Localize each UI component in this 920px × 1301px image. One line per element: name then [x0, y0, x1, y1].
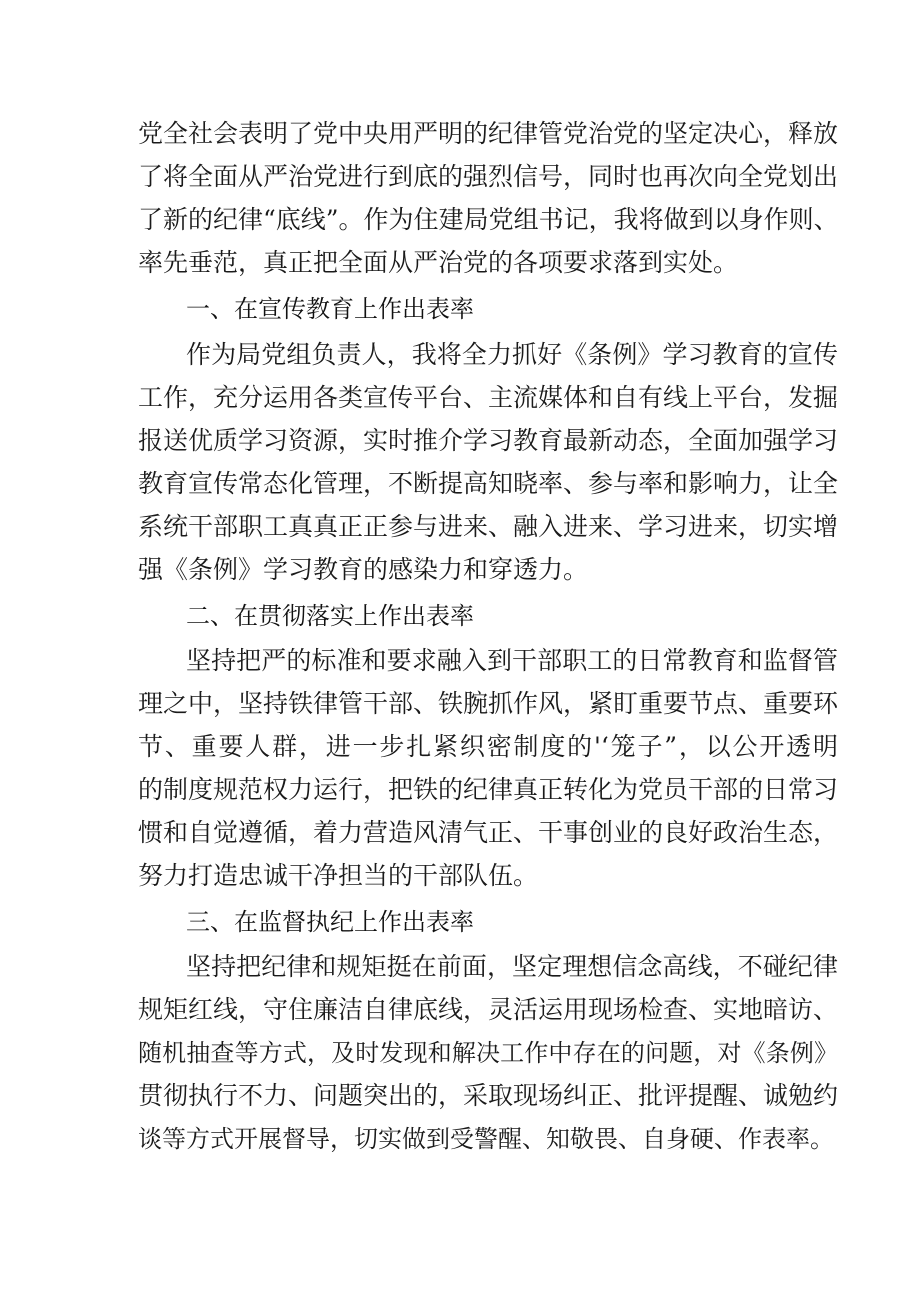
intro-line-1: 党全社会表明了党中央用严明的纪律管党治党的坚定决心，释放	[138, 119, 839, 148]
section-2-line-6: 努力打造忠诚干净担当的干部队伍。	[138, 861, 539, 890]
intro-line-4: 率先垂范，真正把全面从严治党的各项要求落到实处。	[138, 248, 739, 277]
section-1-line-2: 工作，充分运用各类宣传平台、主流媒体和自有线上平台，发掘	[138, 383, 839, 412]
section-3-line-5: 谈等方式开展督导，切实做到受警醒、知敬畏、自身硬、作表率。	[138, 1125, 834, 1153]
section-1-heading: 一、在宣传教育上作出表率	[186, 295, 474, 323]
section-3-line-1: 坚持把纪律和规矩挺在前面，坚定理想信念高线，不碰纪律	[186, 952, 838, 981]
section-2-line-2: 理之中，坚持铁律管干部、铁腕抓作风，紧盯重要节点、重要环	[138, 689, 839, 718]
section-2-line-3: 节、重要人群，进一步扎紧织密制度的'‘笼子”，以公开透明	[138, 732, 838, 761]
intro-line-3: 了新的纪律“底线”。作为住建局党组书记，我将做到以身作则、	[138, 205, 839, 234]
section-2-heading: 二、在贯彻落实上作出表率	[186, 602, 474, 630]
section-2-line-5: 惯和自觉遵循，着力营造风清气正、干事创业的良好政治生态，	[138, 818, 839, 847]
section-1-line-3: 报送优质学习资源，实时推介学习教育最新动态，全面加强学习	[138, 426, 839, 455]
section-3-line-2: 规矩红线，守住廉洁自律底线，灵活运用现场检查、实地暗访、	[138, 995, 839, 1024]
section-1-line-4: 教育宣传常态化管理，不断提高知晓率、参与率和影响力，让全	[138, 469, 839, 498]
section-3-line-4: 贯彻执行不力、问题突出的，采取现场纠正、批评提醒、诚勉约	[138, 1081, 839, 1110]
section-1-line-6: 强《条例》学习教育的感染力和穿透力。	[138, 555, 589, 584]
section-1-line-1: 作为局党组负责人，我将全力抓好《条例》学习教育的宣传	[186, 340, 838, 369]
section-3-heading: 三、在监督执纪上作出表率	[186, 908, 474, 936]
section-2-line-1: 坚持把严的标准和要求融入到干部职工的日常教育和监督管	[186, 646, 838, 675]
intro-line-2: 了将全面从严治党进行到底的强烈信号，同时也再次向全党划出	[138, 162, 839, 191]
section-2-line-4: 的制度规范权力运行，把铁的纪律真正转化为党员干部的日常习	[138, 775, 839, 804]
section-3-line-3: 随机抽查等方式，及时发现和解决工作中存在的问题，对《条例》	[138, 1039, 838, 1067]
section-1-line-5: 系统干部职工真真正正参与进来、融入进来、学习进来，切实增	[138, 512, 839, 541]
